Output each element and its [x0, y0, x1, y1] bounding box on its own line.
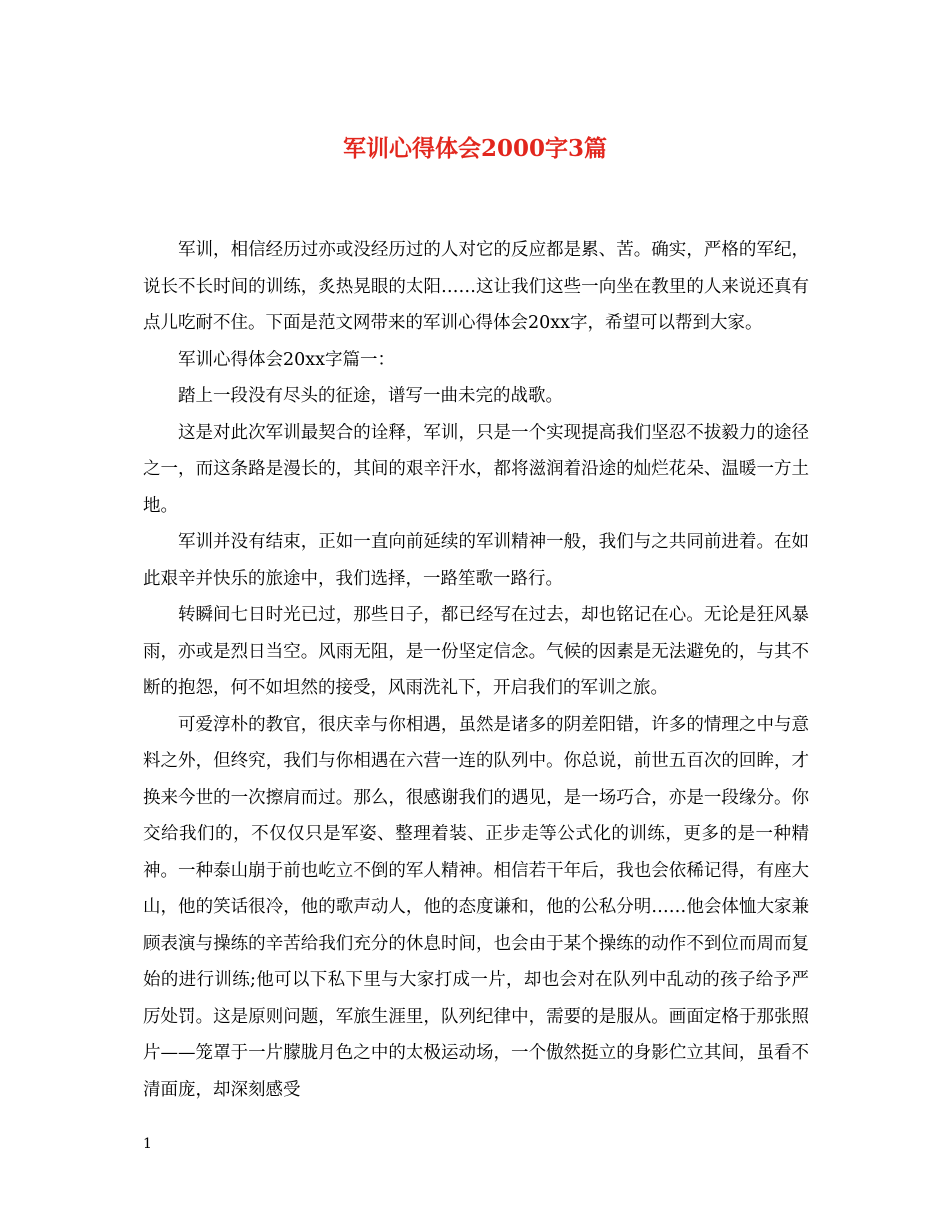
document-body — [143, 232, 809, 1108]
paragraph: 军训并没有结束，正如一直向前延续的军训精神一般，我们与之共同前进着。在如此艰辛并快乐的旅途中，我们选择，一路笙歌一路行。 — [143, 532, 809, 589]
page-number: 1 — [143, 1136, 152, 1152]
document-title: 军训心得体会2000字3篇 — [342, 135, 608, 162]
paragraph: 这是对此次军训最契合的诠释，军训，只是一个实现提高我们坚忍不拔毅力的途径之一，而这条路是漫长的，其间的艰辛汗水，都将滋润着沿途的灿烂花朵、温暖一方土地。 — [143, 422, 809, 516]
paragraph-opening-line: 踏上一段没有尽头的征途，谱写一曲未完的战歌。 — [178, 386, 563, 406]
paragraph: 转瞬间七日时光已过，那些日子，都已经写在过去，却也铭记在心。无论是狂风暴雨，亦或是烈日当空。风雨无阻，是一份坚定信念。气候的因素是无法避免的，与其不断的抱怨，何不如坦然的接受，风雨洗礼下，开启我们的军训之旅。 — [143, 605, 809, 698]
paragraph-section-heading: 军训心得体会20xx字篇一： — [178, 349, 396, 370]
paragraph: 可爱淳朴的教官，很庆幸与你相遇，虽然是诸多的阴差阳错，许多的情理之中与意料之外，但终究，我们与你相遇在六营一连的队列中。你总说，前世五百次的回眸，才换来今世的一次擦肩而过。那么，很感谢我们的遇见，是一场巧合，亦是一段缘分。你交给我们的，不仅仅只是军姿、整理着装、正步走等公式化的训练，更多的是一种精神。一种泰山崩于前也屹立不倒的军人精神。相信若干年后，我也会依稀记得，有座大山，他的笑话很冷，他的歌声动人，他的态度谦和，他的公私分明……他会体恤大家兼顾表演与操练的辛苦给我们充分的休息时间，也会由于某个操练的动作不到位而周而复始的进行训练;他可以下私下里与大家打成一片，却也会对在队列中乱动的孩子给予严厉处罚。这是原则问题，军旅生涯里，队列纪律中，需要的是服从。画面定格于那张照片——笼罩于一片朦胧月色之中的太极运动场，一个傲然挺立的身影伫立其间，虽看不清面庞，却深刻感受 — [143, 714, 809, 1100]
paragraph-intro: 军训，相信经历过亦或没经历过的人对它的反应都是累、苦。确实，严格的军纪，说长不长时间的训练，炙热晃眼的太阳……这让我们这些一向坐在教里的人来说还真有点儿吃耐不住。下面是范文网带来的军训心得体会20xx字，希望可以帮到大家。 — [143, 240, 809, 333]
